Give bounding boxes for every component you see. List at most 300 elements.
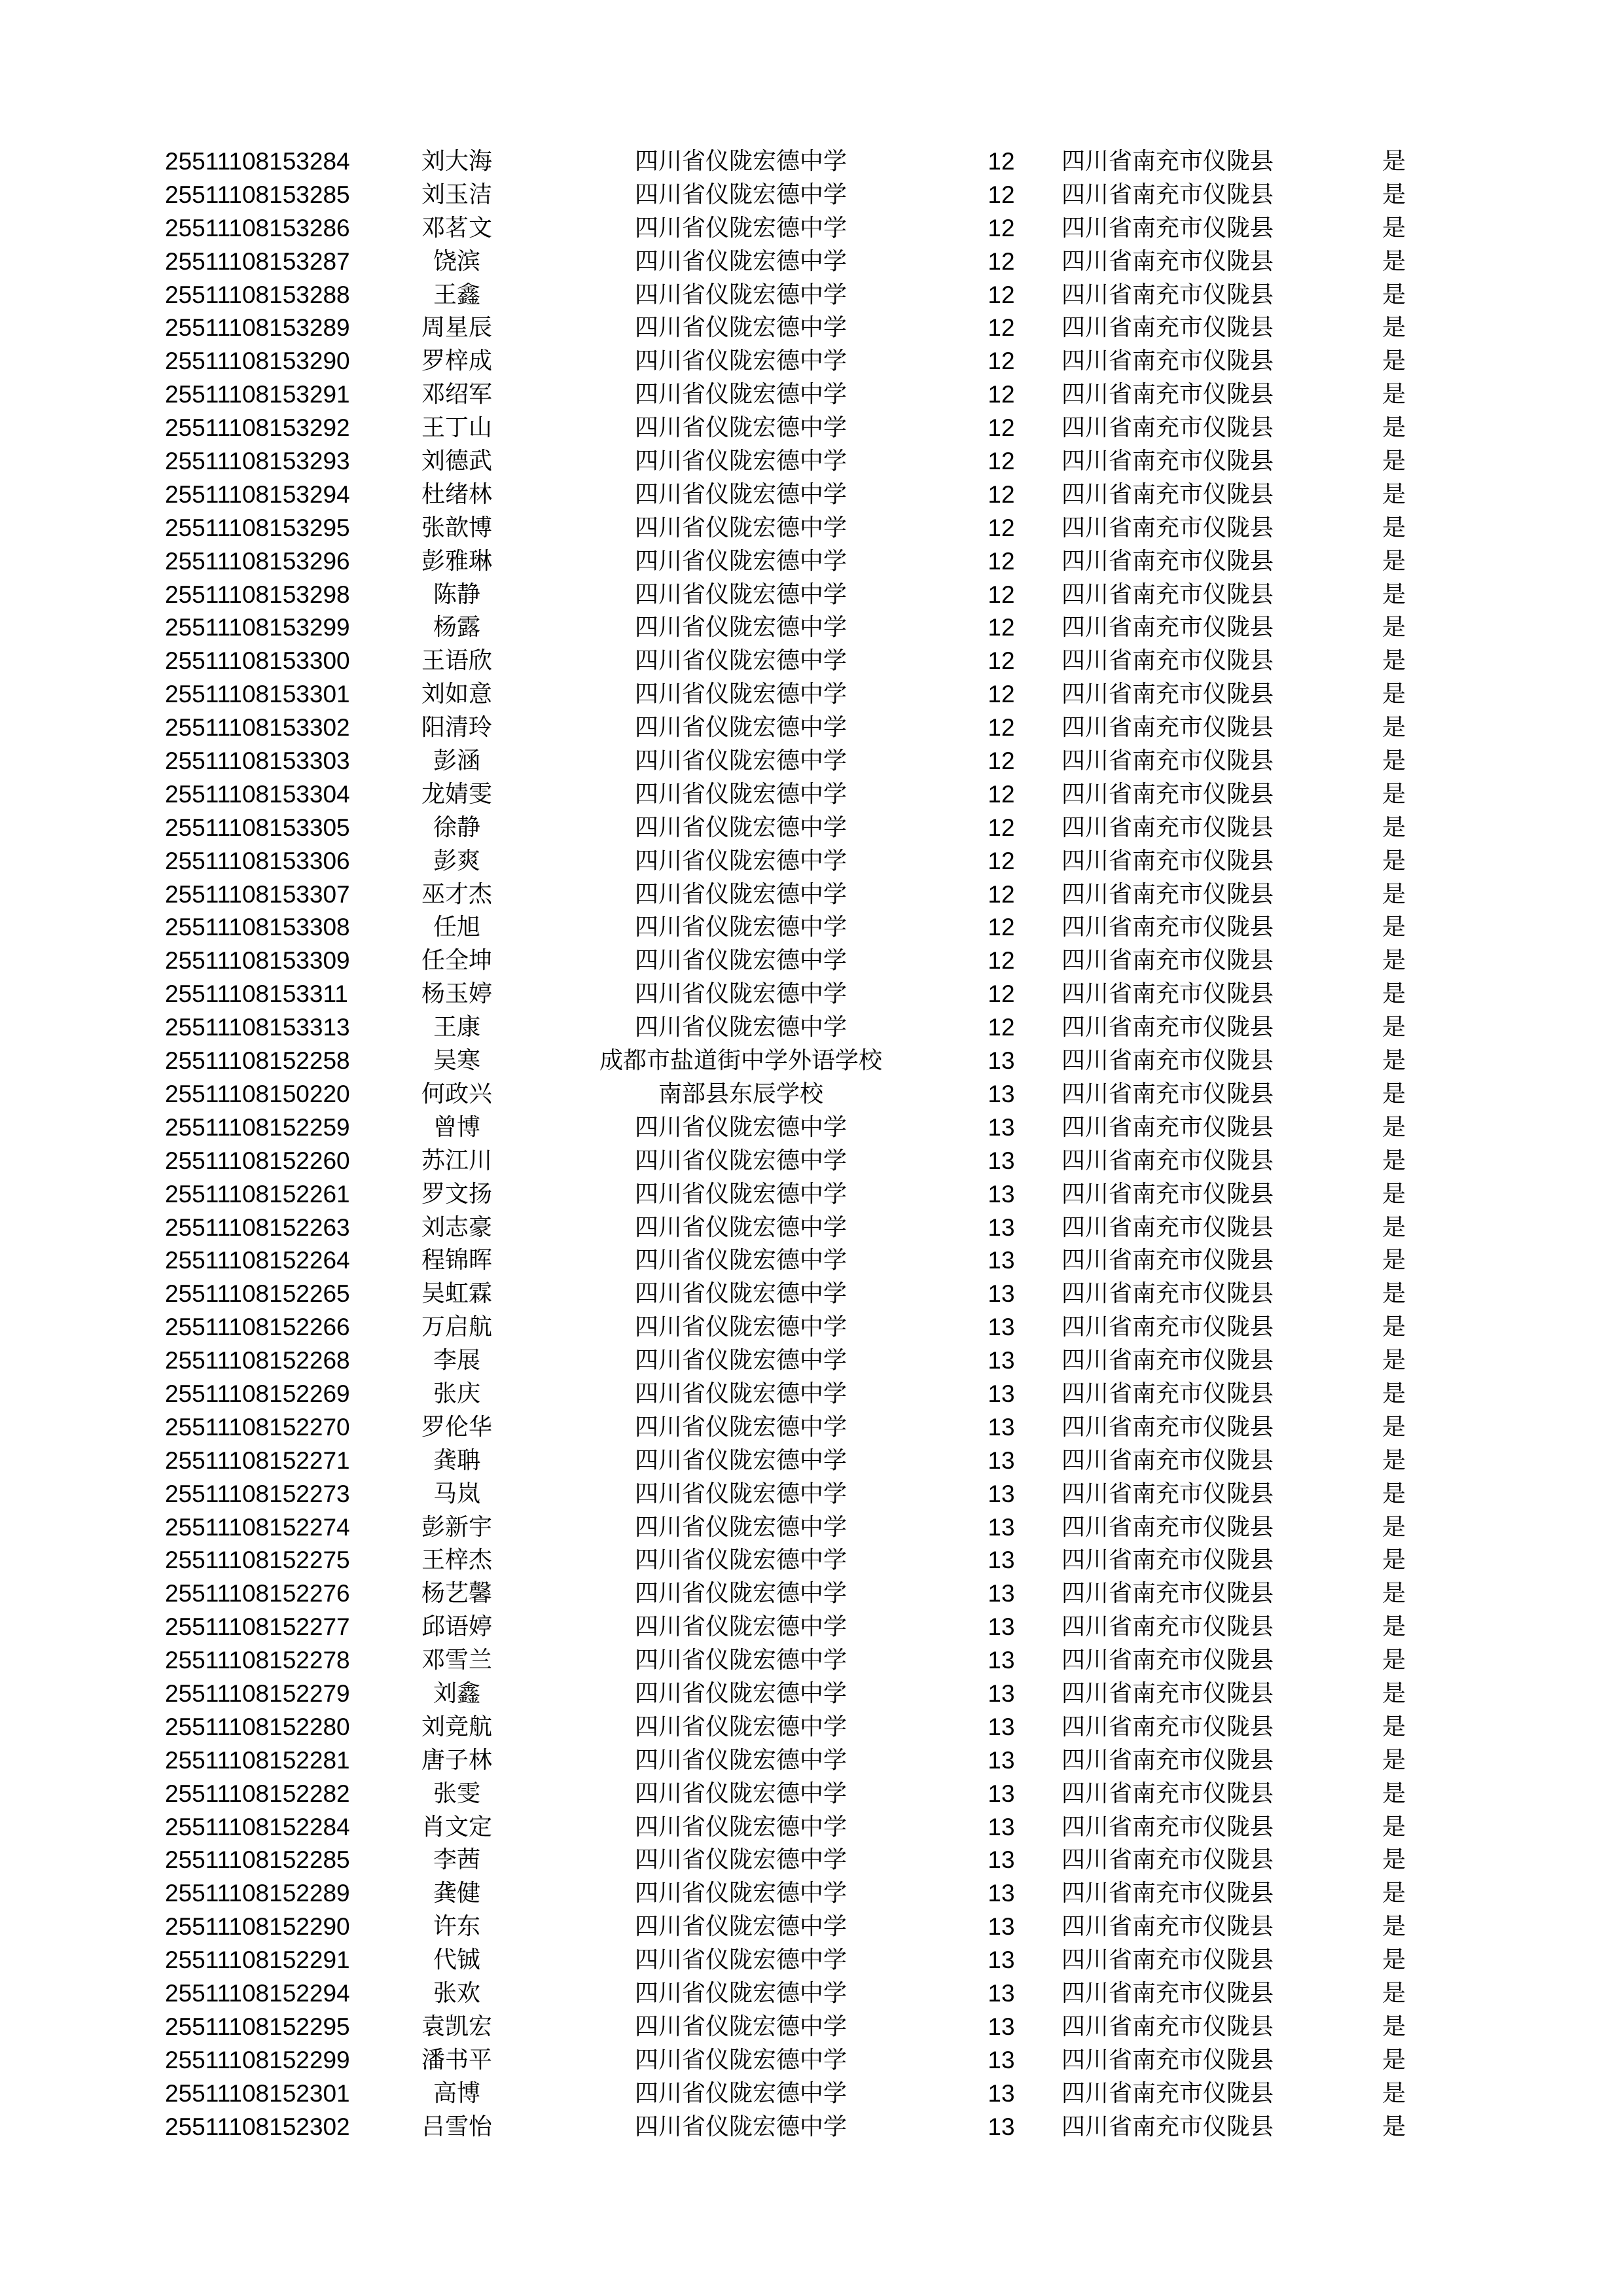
region-name: 四川省南充市仪陇县 — [1061, 1480, 1274, 1507]
grade-number: 13 — [988, 1713, 1015, 1740]
table-row — [0, 179, 1623, 212]
registration-number: 25511108152273 — [165, 1480, 350, 1507]
region-name: 四川省南充市仪陇县 — [1061, 947, 1274, 975]
grade-number: 12 — [988, 480, 1015, 508]
school-name: 南部县东辰学校 — [658, 1080, 823, 1107]
status-flag: 是 — [1382, 1480, 1406, 1507]
region-name: 四川省南充市仪陇县 — [1061, 1380, 1274, 1407]
school-name: 四川省仪陇宏德中学 — [634, 1380, 847, 1407]
grade-number: 12 — [988, 614, 1015, 641]
region-name: 四川省南充市仪陇县 — [1061, 148, 1274, 175]
table-row — [0, 1145, 1623, 1178]
region-name: 四川省南充市仪陇县 — [1061, 480, 1274, 508]
student-name: 王语欣 — [421, 647, 492, 675]
table-row — [0, 678, 1623, 711]
student-name: 代铖 — [433, 1946, 480, 1974]
student-name: 王丁山 — [421, 414, 492, 442]
registration-number: 25511108153284 — [165, 148, 350, 175]
school-name: 四川省仪陇宏德中学 — [634, 1746, 847, 1774]
registration-number: 25511108153295 — [165, 514, 350, 541]
grade-number: 12 — [988, 847, 1015, 874]
student-name: 马岚 — [433, 1480, 480, 1507]
school-name: 四川省仪陇宏德中学 — [634, 947, 847, 975]
table-row — [0, 878, 1623, 912]
table-row — [0, 545, 1623, 579]
grade-number: 12 — [988, 681, 1015, 708]
table-row — [0, 2011, 1623, 2044]
status-flag: 是 — [1382, 181, 1406, 208]
table-row — [0, 478, 1623, 512]
status-flag: 是 — [1382, 1314, 1406, 1341]
school-name: 四川省仪陇宏德中学 — [634, 181, 847, 208]
registration-number: 25511108153313 — [165, 1014, 350, 1041]
document-table — [0, 145, 1623, 2144]
student-name: 任旭 — [433, 914, 480, 941]
registration-number: 25511108153299 — [165, 614, 350, 641]
grade-number: 13 — [988, 1647, 1015, 1674]
grade-number: 13 — [988, 1213, 1015, 1241]
grade-number: 13 — [988, 1913, 1015, 1941]
school-name: 四川省仪陇宏德中学 — [634, 1846, 847, 1874]
grade-number: 13 — [988, 1180, 1015, 1208]
student-name: 许东 — [433, 1913, 480, 1941]
student-name: 李展 — [433, 1347, 480, 1374]
region-name: 四川省南充市仪陇县 — [1061, 714, 1274, 742]
school-name: 四川省仪陇宏德中学 — [634, 1113, 847, 1141]
region-name: 四川省南充市仪陇县 — [1061, 980, 1274, 1008]
region-name: 四川省南充市仪陇县 — [1061, 614, 1274, 641]
school-name: 四川省仪陇宏德中学 — [634, 448, 847, 475]
grade-number: 13 — [988, 1314, 1015, 1341]
grade-number: 12 — [988, 247, 1015, 275]
school-name: 四川省仪陇宏德中学 — [634, 814, 847, 841]
region-name: 四川省南充市仪陇县 — [1061, 381, 1274, 408]
region-name: 四川省南充市仪陇县 — [1061, 1613, 1274, 1641]
registration-number: 25511108153289 — [165, 314, 350, 342]
table-row — [0, 1111, 1623, 1145]
table-row — [0, 279, 1623, 312]
student-name: 龙婧雯 — [421, 780, 492, 808]
student-name: 陈静 — [433, 581, 480, 608]
table-row — [0, 2044, 1623, 2077]
region-name: 四川省南充市仪陇县 — [1061, 581, 1274, 608]
registration-number: 25511108153298 — [165, 581, 350, 608]
region-name: 四川省南充市仪陇县 — [1061, 348, 1274, 375]
school-name: 四川省仪陇宏德中学 — [634, 1213, 847, 1241]
status-flag: 是 — [1382, 1380, 1406, 1407]
grade-number: 13 — [988, 1946, 1015, 1974]
registration-number: 25511108152279 — [165, 1679, 350, 1707]
registration-number: 25511108152294 — [165, 1979, 350, 2007]
school-name: 四川省仪陇宏德中学 — [634, 381, 847, 408]
grade-number: 12 — [988, 448, 1015, 475]
registration-number: 25511108153296 — [165, 547, 350, 575]
region-name: 四川省南充市仪陇县 — [1061, 1147, 1274, 1174]
student-name: 张歆博 — [421, 514, 492, 541]
status-flag: 是 — [1382, 448, 1406, 475]
grade-number: 13 — [988, 1979, 1015, 2007]
status-flag: 是 — [1382, 514, 1406, 541]
grade-number: 12 — [988, 780, 1015, 808]
grade-number: 13 — [988, 2013, 1015, 2040]
table-row — [0, 745, 1623, 778]
school-name: 四川省仪陇宏德中学 — [634, 1147, 847, 1174]
grade-number: 13 — [988, 1780, 1015, 1807]
status-flag: 是 — [1382, 2013, 1406, 2040]
table-row — [0, 1910, 1623, 1944]
table-row — [0, 1544, 1623, 1577]
school-name: 四川省仪陇宏德中学 — [634, 2079, 847, 2107]
table-row — [0, 778, 1623, 812]
grade-number: 13 — [988, 1080, 1015, 1107]
registration-number: 25511108152259 — [165, 1113, 350, 1141]
student-name: 任全坤 — [421, 947, 492, 975]
school-name: 四川省仪陇宏德中学 — [634, 1513, 847, 1541]
region-name: 四川省南充市仪陇县 — [1061, 448, 1274, 475]
grade-number: 13 — [988, 2113, 1015, 2140]
school-name: 四川省仪陇宏德中学 — [634, 314, 847, 342]
registration-number: 25511108152264 — [165, 1247, 350, 1274]
school-name: 四川省仪陇宏德中学 — [634, 1014, 847, 1041]
status-flag: 是 — [1382, 2046, 1406, 2073]
student-name: 刘鑫 — [433, 1679, 480, 1707]
student-name: 苏江川 — [421, 1147, 492, 1174]
student-name: 袁凯宏 — [421, 2013, 492, 2040]
school-name: 四川省仪陇宏德中学 — [634, 1913, 847, 1941]
student-name: 刘德武 — [421, 448, 492, 475]
student-name: 张欢 — [433, 1979, 480, 2007]
student-name: 刘如意 — [421, 681, 492, 708]
registration-number: 25511108152282 — [165, 1780, 350, 1807]
grade-number: 13 — [988, 1513, 1015, 1541]
status-flag: 是 — [1382, 214, 1406, 242]
registration-number: 25511108152263 — [165, 1213, 350, 1241]
status-flag: 是 — [1382, 1813, 1406, 1840]
status-flag: 是 — [1382, 1180, 1406, 1208]
region-name: 四川省南充市仪陇县 — [1061, 1580, 1274, 1607]
school-name: 四川省仪陇宏德中学 — [634, 2013, 847, 2040]
region-name: 四川省南充市仪陇县 — [1061, 914, 1274, 941]
status-flag: 是 — [1382, 1347, 1406, 1374]
registration-number: 25511108152284 — [165, 1813, 350, 1840]
status-flag: 是 — [1382, 914, 1406, 941]
school-name: 四川省仪陇宏德中学 — [634, 1880, 847, 1907]
registration-number: 25511108153285 — [165, 181, 350, 208]
table-row — [0, 1011, 1623, 1045]
grade-number: 13 — [988, 1413, 1015, 1441]
grade-number: 12 — [988, 547, 1015, 575]
region-name: 四川省南充市仪陇县 — [1061, 1180, 1274, 1208]
school-name: 四川省仪陇宏德中学 — [634, 1446, 847, 1474]
student-name: 邱语婷 — [421, 1613, 492, 1641]
table-row — [0, 345, 1623, 378]
registration-number: 25511108152275 — [165, 1547, 350, 1574]
region-name: 四川省南充市仪陇县 — [1061, 2113, 1274, 2140]
region-name: 四川省南充市仪陇县 — [1061, 880, 1274, 908]
student-name: 王鑫 — [433, 281, 480, 308]
student-name: 王康 — [433, 1014, 480, 1041]
student-name: 吴虹霖 — [421, 1280, 492, 1308]
school-name: 四川省仪陇宏德中学 — [634, 2113, 847, 2140]
region-name: 四川省南充市仪陇县 — [1061, 247, 1274, 275]
registration-number: 25511108153300 — [165, 647, 350, 675]
student-name: 彭爽 — [433, 847, 480, 874]
grade-number: 12 — [988, 514, 1015, 541]
table-row — [0, 1844, 1623, 1877]
grade-number: 12 — [988, 381, 1015, 408]
registration-number: 25511108152278 — [165, 1647, 350, 1674]
region-name: 四川省南充市仪陇县 — [1061, 2013, 1274, 2040]
table-row — [0, 911, 1623, 944]
status-flag: 是 — [1382, 1913, 1406, 1941]
school-name: 四川省仪陇宏德中学 — [634, 1813, 847, 1840]
table-row — [0, 1344, 1623, 1378]
grade-number: 13 — [988, 1247, 1015, 1274]
status-flag: 是 — [1382, 247, 1406, 275]
table-row — [0, 1078, 1623, 1111]
status-flag: 是 — [1382, 1679, 1406, 1707]
student-name: 张雯 — [433, 1780, 480, 1807]
school-name: 四川省仪陇宏德中学 — [634, 1347, 847, 1374]
table-row — [0, 1211, 1623, 1245]
school-name: 四川省仪陇宏德中学 — [634, 1280, 847, 1308]
status-flag: 是 — [1382, 480, 1406, 508]
region-name: 四川省南充市仪陇县 — [1061, 1679, 1274, 1707]
region-name: 四川省南充市仪陇县 — [1061, 1080, 1274, 1107]
grade-number: 13 — [988, 1846, 1015, 1874]
grade-number: 12 — [988, 414, 1015, 442]
grade-number: 12 — [988, 148, 1015, 175]
table-row — [0, 245, 1623, 279]
region-name: 四川省南充市仪陇县 — [1061, 681, 1274, 708]
registration-number: 25511108152258 — [165, 1047, 350, 1075]
grade-number: 13 — [988, 2046, 1015, 2073]
school-name: 成都市盐道街中学外语学校 — [599, 1047, 882, 1075]
grade-number: 12 — [988, 880, 1015, 908]
grade-number: 12 — [988, 581, 1015, 608]
grade-number: 13 — [988, 1280, 1015, 1308]
table-row — [0, 1045, 1623, 1078]
status-flag: 是 — [1382, 980, 1406, 1008]
grade-number: 13 — [988, 1813, 1015, 1840]
region-name: 四川省南充市仪陇县 — [1061, 1113, 1274, 1141]
status-flag: 是 — [1382, 1014, 1406, 1041]
status-flag: 是 — [1382, 1247, 1406, 1274]
status-flag: 是 — [1382, 1580, 1406, 1607]
grade-number: 13 — [988, 1746, 1015, 1774]
table-row — [0, 611, 1623, 645]
school-name: 四川省仪陇宏德中学 — [634, 1613, 847, 1641]
grade-number: 12 — [988, 314, 1015, 342]
student-name: 程锦晖 — [421, 1247, 492, 1274]
status-flag: 是 — [1382, 547, 1406, 575]
student-name: 龚聃 — [433, 1446, 480, 1474]
table-row — [0, 1977, 1623, 2011]
registration-number: 25511108153308 — [165, 914, 350, 941]
status-flag: 是 — [1382, 1647, 1406, 1674]
table-row — [0, 978, 1623, 1011]
region-name: 四川省南充市仪陇县 — [1061, 1014, 1274, 1041]
student-name: 彭新宇 — [421, 1513, 492, 1541]
registration-number: 25511108153309 — [165, 947, 350, 975]
registration-number: 25511108153302 — [165, 714, 350, 742]
table-row — [0, 944, 1623, 978]
registration-number: 25511108153304 — [165, 780, 350, 808]
registration-number: 25511108152265 — [165, 1280, 350, 1308]
registration-number: 25511108152274 — [165, 1513, 350, 1541]
status-flag: 是 — [1382, 414, 1406, 442]
registration-number: 25511108152301 — [165, 2079, 350, 2107]
table-row — [0, 2111, 1623, 2144]
status-flag: 是 — [1382, 281, 1406, 308]
region-name: 四川省南充市仪陇县 — [1061, 1247, 1274, 1274]
registration-number: 25511108152270 — [165, 1413, 350, 1441]
region-name: 四川省南充市仪陇县 — [1061, 1746, 1274, 1774]
grade-number: 12 — [988, 281, 1015, 308]
table-row — [0, 845, 1623, 878]
region-name: 四川省南充市仪陇县 — [1061, 647, 1274, 675]
table-row — [0, 412, 1623, 445]
registration-number: 25511108152285 — [165, 1846, 350, 1874]
registration-number: 25511108153287 — [165, 247, 350, 275]
grade-number: 12 — [988, 747, 1015, 775]
grade-number: 12 — [988, 181, 1015, 208]
student-name: 刘大海 — [421, 148, 492, 175]
grade-number: 12 — [988, 348, 1015, 375]
status-flag: 是 — [1382, 1613, 1406, 1641]
region-name: 四川省南充市仪陇县 — [1061, 514, 1274, 541]
table-row — [0, 512, 1623, 545]
grade-number: 12 — [988, 914, 1015, 941]
student-name: 李茜 — [433, 1846, 480, 1874]
school-name: 四川省仪陇宏德中学 — [634, 480, 847, 508]
grade-number: 12 — [988, 980, 1015, 1008]
status-flag: 是 — [1382, 381, 1406, 408]
student-name: 刘志豪 — [421, 1213, 492, 1241]
registration-number: 25511108152269 — [165, 1380, 350, 1407]
table-row — [0, 1744, 1623, 1778]
student-name: 张庆 — [433, 1380, 480, 1407]
status-flag: 是 — [1382, 314, 1406, 342]
school-name: 四川省仪陇宏德中学 — [634, 1314, 847, 1341]
table-row — [0, 812, 1623, 845]
table-row — [0, 2077, 1623, 2111]
school-name: 四川省仪陇宏德中学 — [634, 1247, 847, 1274]
status-flag: 是 — [1382, 1746, 1406, 1774]
school-name: 四川省仪陇宏德中学 — [634, 847, 847, 874]
registration-number: 25511108153290 — [165, 348, 350, 375]
region-name: 四川省南充市仪陇县 — [1061, 414, 1274, 442]
status-flag: 是 — [1382, 647, 1406, 675]
table-row — [0, 1944, 1623, 1977]
table-row — [0, 1877, 1623, 1910]
student-name: 杨玉婷 — [421, 980, 492, 1008]
grade-number: 13 — [988, 1446, 1015, 1474]
student-name: 阳清玲 — [421, 714, 492, 742]
school-name: 四川省仪陇宏德中学 — [634, 1780, 847, 1807]
table-row — [0, 1811, 1623, 1844]
region-name: 四川省南充市仪陇县 — [1061, 2079, 1274, 2107]
status-flag: 是 — [1382, 1213, 1406, 1241]
status-flag: 是 — [1382, 1547, 1406, 1574]
student-name: 吕雪怡 — [421, 2113, 492, 2140]
table-row — [0, 145, 1623, 179]
table-row — [0, 1378, 1623, 1411]
student-name: 曾博 — [433, 1113, 480, 1141]
registration-number: 25511108152290 — [165, 1913, 350, 1941]
status-flag: 是 — [1382, 1780, 1406, 1807]
student-name: 邓茗文 — [421, 214, 492, 242]
status-flag: 是 — [1382, 1113, 1406, 1141]
region-name: 四川省南充市仪陇县 — [1061, 314, 1274, 342]
registration-number: 25511108150220 — [165, 1080, 350, 1107]
status-flag: 是 — [1382, 880, 1406, 908]
student-name: 彭雅琳 — [421, 547, 492, 575]
student-name: 巫才杰 — [421, 880, 492, 908]
table-row — [0, 445, 1623, 478]
school-name: 四川省仪陇宏德中学 — [634, 1413, 847, 1441]
grade-number: 13 — [988, 2079, 1015, 2107]
registration-number: 25511108152281 — [165, 1746, 350, 1774]
table-row — [0, 378, 1623, 412]
registration-number: 25511108152299 — [165, 2046, 350, 2073]
registration-number: 25511108153293 — [165, 448, 350, 475]
school-name: 四川省仪陇宏德中学 — [634, 1679, 847, 1707]
school-name: 四川省仪陇宏德中学 — [634, 714, 847, 742]
table-row — [0, 1178, 1623, 1211]
school-name: 四川省仪陇宏德中学 — [634, 1979, 847, 2007]
registration-number: 25511108153301 — [165, 681, 350, 708]
grade-number: 13 — [988, 1613, 1015, 1641]
status-flag: 是 — [1382, 681, 1406, 708]
registration-number: 25511108152289 — [165, 1880, 350, 1907]
region-name: 四川省南充市仪陇县 — [1061, 1347, 1274, 1374]
student-name: 肖文定 — [421, 1813, 492, 1840]
student-name: 罗伦华 — [421, 1413, 492, 1441]
table-row — [0, 312, 1623, 345]
region-name: 四川省南充市仪陇县 — [1061, 1979, 1274, 2007]
region-name: 四川省南充市仪陇县 — [1061, 847, 1274, 874]
student-name: 杨露 — [433, 614, 480, 641]
region-name: 四川省南充市仪陇县 — [1061, 1713, 1274, 1740]
status-flag: 是 — [1382, 847, 1406, 874]
school-name: 四川省仪陇宏德中学 — [634, 1946, 847, 1974]
status-flag: 是 — [1382, 1047, 1406, 1075]
status-flag: 是 — [1382, 348, 1406, 375]
school-name: 四川省仪陇宏德中学 — [634, 1547, 847, 1574]
registration-number: 25511108152277 — [165, 1613, 350, 1641]
school-name: 四川省仪陇宏德中学 — [634, 581, 847, 608]
region-name: 四川省南充市仪陇县 — [1061, 2046, 1274, 2073]
status-flag: 是 — [1382, 1446, 1406, 1474]
region-name: 四川省南充市仪陇县 — [1061, 1047, 1274, 1075]
registration-number: 25511108153291 — [165, 381, 350, 408]
school-name: 四川省仪陇宏德中学 — [634, 148, 847, 175]
table-row — [0, 1511, 1623, 1545]
school-name: 四川省仪陇宏德中学 — [634, 547, 847, 575]
school-name: 四川省仪陇宏德中学 — [634, 1580, 847, 1607]
grade-number: 12 — [988, 947, 1015, 975]
student-name: 杜绪林 — [421, 480, 492, 508]
grade-number: 13 — [988, 1547, 1015, 1574]
student-name: 杨艺馨 — [421, 1580, 492, 1607]
region-name: 四川省南充市仪陇县 — [1061, 1846, 1274, 1874]
grade-number: 13 — [988, 1347, 1015, 1374]
grade-number: 13 — [988, 1580, 1015, 1607]
school-name: 四川省仪陇宏德中学 — [634, 214, 847, 242]
student-name: 罗文扬 — [421, 1180, 492, 1208]
school-name: 四川省仪陇宏德中学 — [634, 647, 847, 675]
